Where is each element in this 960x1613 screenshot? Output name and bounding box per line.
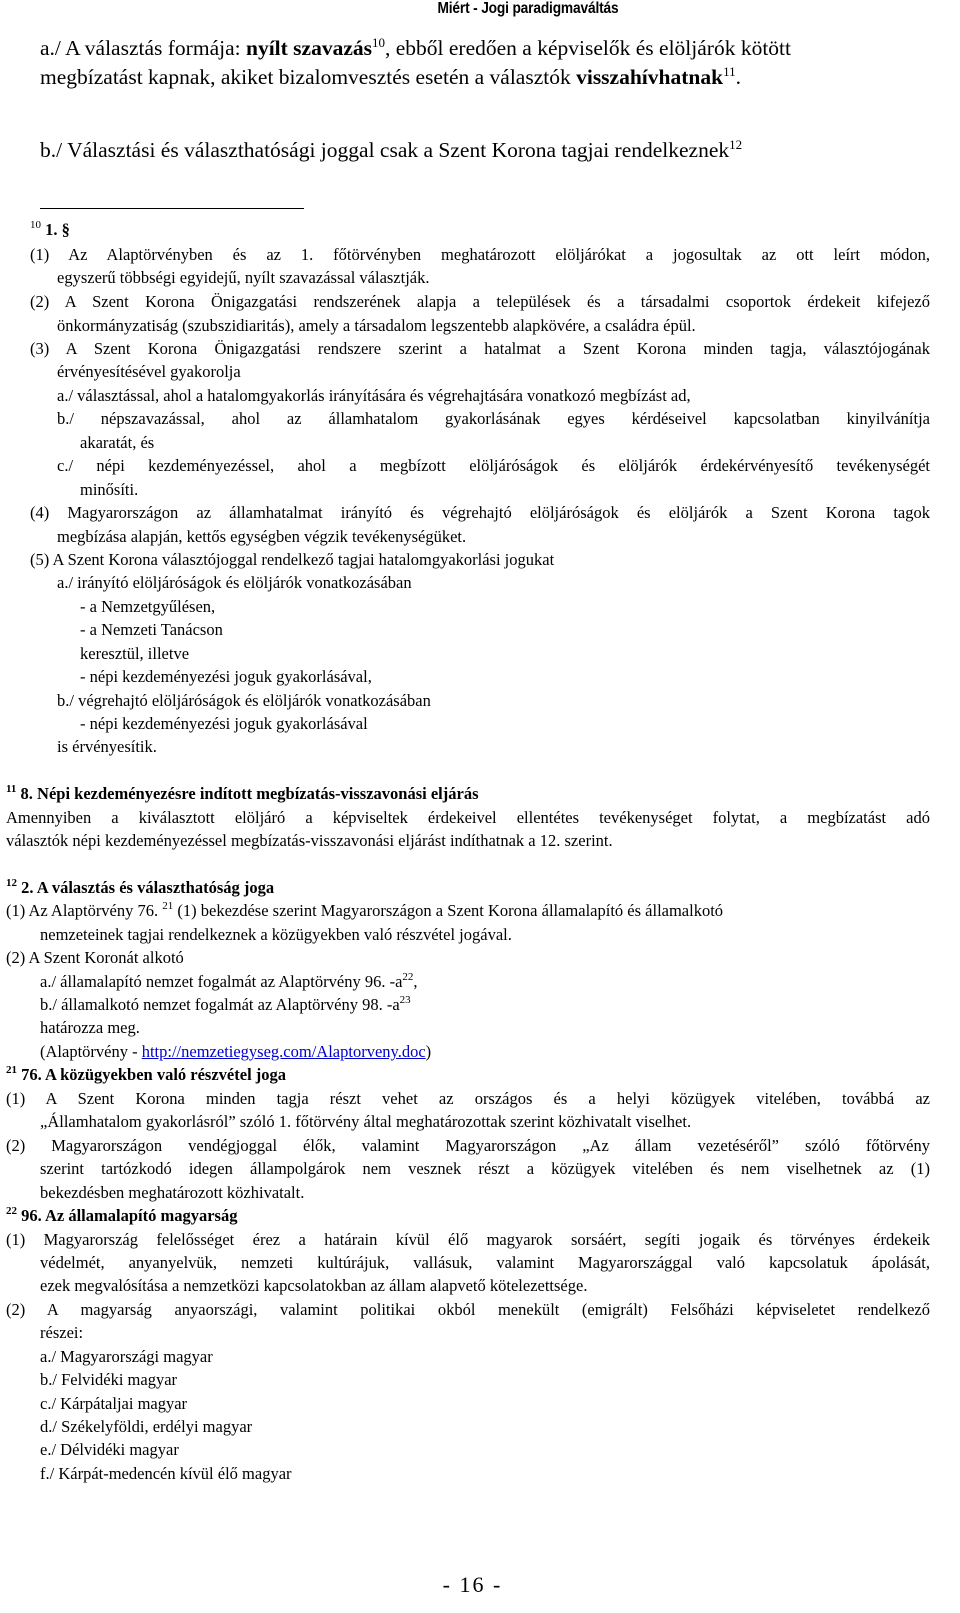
footnote-heading: $^{22}$ 96. Az államalapító magyarság [6,1205,238,1225]
footnote-line: érvényesítésével gyakorolja [57,362,241,381]
footnote-line: b./ népszavazással, ahol az államhatalom gyakorlásának egyes kérdéseivel kapcsolatban kinyilvánítja [57,409,930,428]
footnote-line: a./ irányító elöljáróságok és elöljárók vonatkozásában [57,573,412,592]
footnote-line: (Alaptörvény - http://nemzetiegyseg.com/Alaptorveny.doc) [40,1042,432,1061]
footnote-line: védelmét, anyanyelvük, nemzeti kultúrájuk, vallásuk, valamint Magyarországgal való kapcsolatuk ápolását, [40,1253,930,1272]
footnote-line: (2) A Szent Korona Önigazgatási rendszerének alapja a települések és a társadalmi csoportok érdekeit kifejező [30,292,930,311]
footnote-mark: 21 [6,1064,17,1076]
running-header: Miért - Jogi paradigmaváltás [436,0,618,17]
footnote-line: minősíti. [80,480,139,499]
footnote-line: akaratát, és [80,433,155,452]
footnote-line: (5) A Szent Korona választójoggal rendelkező tagjai hatalomgyakorlási jogukat [30,550,555,569]
footnote-line: (1) Az Alaptörvény 76. $^{21}$ (1) bekezdése szerint Magyarországon a Szent Korona államalapító és államalkotó [6,900,724,920]
footnote-line: (1) Az Alaptörvényben és az 1. főtörvényben meghatározott elöljárókat a jogosultak az ott leírt módon, [30,245,930,264]
footnote-line: részei: [40,1323,84,1342]
para-a-text: a./ A választás formája: [40,36,246,60]
footnote-line: megbízása alapján, kettős egységben végzik tevékenységüket. [57,527,467,546]
footnote-ref-12[interactable]: 12 [729,137,743,152]
footnote-mark: 12 [6,877,17,889]
footnote-line: (2) A magyarság anyaországi, valamint politikai okból menekült (emigrált) Felsőházi képviseletet rendelkező [6,1300,930,1319]
paragraph-b [40,136,945,165]
footnote-line: (2) Magyarországon vendégjoggal élők, valamint Magyarországon „Az állam vezetéséről” szóló főtörvény [6,1136,930,1155]
para-a-text: megbízatást kapnak, akiket bizalomvesztés esetén a választók [40,65,577,89]
footnote-ref-23[interactable]: 23 [399,994,411,1006]
page-number: - 16 - [442,1572,503,1597]
footnote-ref-11[interactable]: 11 [723,64,736,79]
footnote-line: b./ Felvidéki magyar [40,1370,178,1389]
section-sign-icon: § [61,220,70,239]
footnote-line: is érvényesítik. [57,737,157,756]
footnote-line: választók népi kezdeményezéssel megbízatás-visszavonási eljárást indíthatnak a 12. szerint. [6,831,613,850]
para-a-bold: visszahívhatnak [576,65,724,89]
footnote-line: Amennyiben a kiválasztott elöljáró a képviseltek érdekeivel ellentétes tevékenységet folytat, a megbízatást adó [6,808,930,827]
footnote-line: - a Nemzeti Tanácson [80,620,223,639]
footnote-line: b./ végrehajtó elöljáróságok és elöljárók vonatkozásában [57,691,431,710]
para-a-text: . [735,65,741,89]
footnote-line: szerint tartózkodó idegen állampolgárok nem vesznek részt a közügyek vitelében és nem viselhetnek az (1) [40,1159,930,1178]
footnote-line: - a Nemzetgyűlésen, [80,597,216,616]
footnote-mark: 22 [6,1205,17,1217]
footnote-line: (1) A Szent Korona minden tagja részt vehet az országos és a helyi közügyek vitelében, továbbá az [6,1089,930,1108]
footnote-line: a./ választással, ahol a hatalomgyakorlás irányítására és végrehajtására vonatkozó megbízást ad, [57,386,691,405]
footnote-line: a./ Magyarországi magyar [40,1347,213,1366]
footnote-ref-22[interactable]: 22 [402,971,414,983]
footnote-line: (1) Magyarország felelősséget érez a határain kívül élő magyarok sorsáért, segíti jogaik és törvényes érdekeik [6,1230,930,1249]
footnote-mark: 11 [6,783,17,795]
paragraph-a [40,34,945,92]
footnote-line: (4) Magyarországon az államhatalmat irányító és végrehajtó elöljáróságok és elöljárók a Szent Korona tagok [30,503,930,522]
footnote-line: (2) A Szent Koronát alkotó [6,948,184,967]
footnote-line: a./ államalapító nemzet fogalmát az Alaptörvény 96. $-a^{22}$, [40,971,418,991]
footnote-line: - népi kezdeményezési joguk gyakorlásával [80,714,368,733]
para-b-text: b./ Választási és választhatósági joggal csak a Szent Korona tagjai rendelkeznek [40,138,730,162]
footnote-line: egyszerű többségi egyidejű, nyílt szavazással választják. [57,268,430,287]
footnote-line: - népi kezdeményezési joguk gyakorlásával, [80,667,372,686]
footnote-separator [40,208,304,209]
footnote-heading: $^{10}$ 1. § [30,219,70,239]
footnote-line: e./ Délvidéki magyar [40,1440,179,1459]
footnote-line: (3) A Szent Korona Önigazgatási rendszere szerint a hatalmat a Szent Korona minden tagja, választójogának [30,339,930,358]
footnote-heading: $^{12}$ 2. A választás és választhatóság joga [6,877,275,897]
footnote-line: bekezdésben meghatározott közhivatalt. [40,1183,305,1202]
footnote-line: ezek megvalósítása a nemzetközi kapcsolatokban az állam alapvető kötelezettsége. [40,1276,588,1295]
footnote-line: c./ népi kezdeményezéssel, ahol a megbízott elöljáróságok és elöljárók érdekérvényesítő tevékenységét [57,456,930,475]
footnote-heading: $^{11}$ 8. Népi kezdeményezésre indított megbízatás-visszavonási eljárás [6,783,479,803]
footnote-line: c./ Kárpátaljai magyar [40,1394,188,1413]
footnote-line: határozza meg. [40,1018,140,1037]
footnote-line: f./ Kárpát-medencén kívül élő magyar [40,1464,292,1483]
footnote-ref-10[interactable]: 10 [372,35,385,50]
footnote-mark: 10 [30,219,41,231]
footnote-line: önkormányzatiság (szubszidiaritás), amely a társadalom legszentebb alapkövére, a családra épül. [57,316,696,335]
footnote-line: b./ államalkotó nemzet fogalmát az Alaptörvény 98. $-a^{23}$ [40,994,411,1014]
para-a-text: , ebből eredően a képviselők és elöljárók kötött [385,36,791,60]
alaptorveny-link[interactable]: http://nemzetiegyseg.com/Alaptorveny.doc [141,1042,426,1061]
footnote-line: „Államhatalom gyakorlásról” szóló 1. főtörvény által meghatározottak szerint közhivatalt viselhet. [40,1112,692,1131]
footnote-heading: $^{21}$ 76. A közügyekben való részvétel joga [6,1064,287,1084]
para-a-bold: nyílt szavazás [245,36,372,60]
footnote-ref-21[interactable]: 21 [162,900,174,912]
footnote-line: d./ Székelyföldi, erdélyi magyar [40,1417,253,1436]
footnote-line: keresztül, illetve [80,644,190,663]
footnote-line: nemzeteinek tagjai rendelkeznek a közügyekben való részvétel jogával. [40,925,512,944]
